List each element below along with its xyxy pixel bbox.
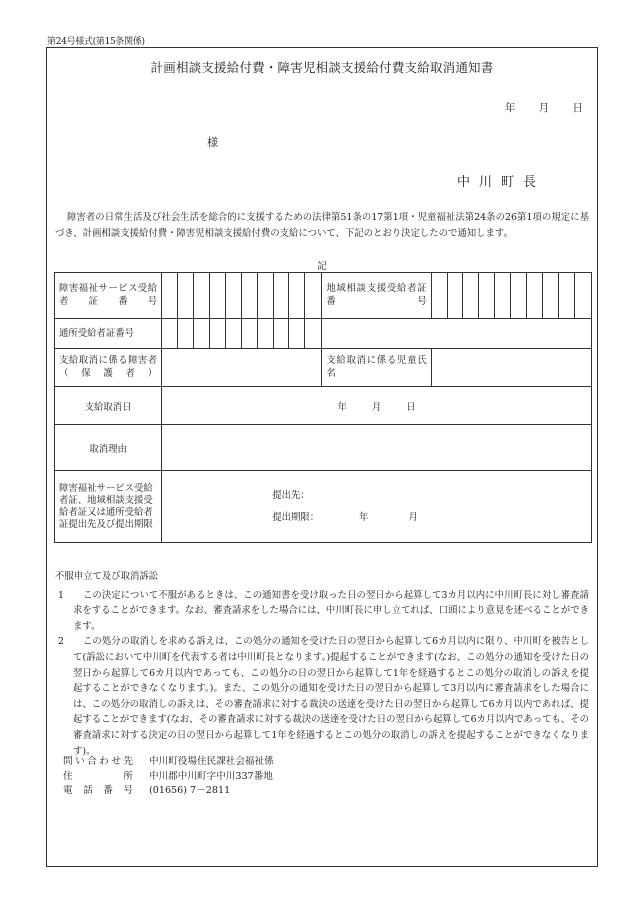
digit-box[interactable]: [305, 319, 322, 349]
submission-field[interactable]: [162, 471, 592, 543]
ki-heading: 記: [317, 261, 327, 272]
digit-box[interactable]: [495, 273, 511, 319]
digit-box[interactable]: [194, 273, 210, 319]
digit-box[interactable]: [289, 273, 305, 319]
digit-box[interactable]: [257, 273, 273, 319]
form-number: 第24号様式(第15条関係): [47, 37, 145, 47]
digit-box[interactable]: [241, 319, 257, 349]
reason-field[interactable]: [162, 425, 592, 471]
digit-box[interactable]: [289, 319, 305, 349]
notice-body: 障害者の日常生活及び社会生活を総合的に支援するための法律第51条の17第1項・児童福祉法第24条の26第1項の規定に基づき、計画相談支援給付費・障害児相談支援給付費の支給について、下記のとおり決定したので通知します。: [55, 212, 589, 239]
appeal-heading: 不服申立て及び取消訴訟: [55, 571, 159, 582]
digit-box[interactable]: [162, 319, 178, 349]
appeal-item-text: この処分の取消しを求める訴えは、この処分の通知を受けた日の翌日から起算して6カ月以内に限り、中川町を被告として(訴訟において中川町を代表する者は中川町長となります。)提起することができます(なお、この処分の通知を受けた日の翌日から起算して6カ月以内であっても、この処分の日の翌日から起算して1年を経過するとこの処分の取消しの訴えを提起することができなくなります。)。また、この処分の通知を受けた日の翌日から起算して3月以内に審査請求をした場合には、この処分の取消しの訴えは、その審査請求に対する裁決の送達を受けた日の翌日から起算して6カ月以内であれば、提起することができます(なお、その審査請求に対する裁決の送達を受けた日の翌日から起算して6カ月以内であっても、その審査請求に対する決定の日の翌日から起算して1年を経過するとこの処分の取消しの訴えを提起することができなくなります)。: [73, 636, 589, 757]
appeal-section: [55, 569, 589, 759]
deadline-month: 月: [408, 511, 418, 523]
document-frame: [46, 47, 598, 867]
digit-box[interactable]: [511, 273, 527, 319]
issuer-name: 中川町長: [456, 175, 545, 190]
child-name-field[interactable]: [431, 349, 591, 387]
digit-box[interactable]: [225, 319, 241, 349]
target-person-field[interactable]: [162, 349, 322, 387]
digit-box[interactable]: [479, 273, 495, 319]
inquiry-label: 問い合わせ先: [63, 756, 133, 767]
appeal-item: [55, 588, 589, 635]
deadline-year: 年: [359, 511, 369, 523]
cancel-date-field[interactable]: 年 月 日: [162, 387, 592, 425]
address-value: 中川郡中川町字中川337番地: [149, 770, 273, 782]
digit-box[interactable]: [209, 273, 225, 319]
digit-box[interactable]: [225, 273, 241, 319]
deadline-label: 提出期限：: [272, 511, 320, 523]
target-person-label: 支給取消に係る障害者（保護者）: [55, 349, 162, 387]
digit-box[interactable]: [558, 273, 574, 319]
cancel-date-label: 支給取消日: [55, 387, 162, 425]
digit-box[interactable]: [178, 273, 194, 319]
digit-box[interactable]: [194, 319, 210, 349]
appeal-item-number: 2: [58, 636, 64, 648]
submit-to-label: 提出先：: [272, 489, 310, 501]
submission-label: 障害福祉サービス受給者証、地域相談支援受給者証又は通所受給者証提出先及び提出期限: [55, 471, 162, 543]
digit-box[interactable]: [162, 273, 178, 319]
digit-box[interactable]: [447, 273, 463, 319]
commute-cert-label: 通所受給者証番号: [55, 319, 162, 349]
digit-box[interactable]: [257, 319, 273, 349]
digit-box[interactable]: [209, 319, 225, 349]
digit-box[interactable]: [273, 273, 289, 319]
issue-date-field[interactable]: 年 月 日: [504, 102, 583, 114]
digit-box[interactable]: [273, 319, 289, 349]
digit-box[interactable]: [431, 273, 447, 319]
digit-box[interactable]: [542, 273, 558, 319]
reason-label: 取消理由: [55, 425, 162, 471]
contact-block: [63, 755, 274, 799]
details-table: [54, 272, 592, 543]
phone-label: 電話番号: [63, 785, 133, 797]
address-label: 住所: [63, 770, 133, 782]
digit-box[interactable]: [527, 273, 543, 319]
appeal-item: [55, 634, 589, 759]
appeal-item-text: この決定について不服があるときは、この通知書を受け取った日の翌日から起算して3カ月以内に中川町長に対し審査請求をすることができます。なお、審査請求をした場合には、中川町長に申し立てれば、口頭により意見を述べることができます。: [73, 589, 589, 632]
digit-box[interactable]: [574, 273, 591, 319]
document-title: 計画相談支援給付費・障害児相談支援給付費支給取消通知書: [150, 60, 494, 75]
inquiry-value: 中川町役場住民課社会福祉係: [149, 756, 274, 767]
commute-cert-blank: [322, 319, 592, 349]
appeal-item-number: 1: [58, 589, 64, 601]
child-name-label: 支給取消に係る児童氏名: [322, 349, 431, 387]
community-cert-label: 地域相談支援受給者証番号: [322, 273, 431, 319]
phone-value: (01656) 7－2811: [149, 785, 231, 797]
digit-box[interactable]: [305, 273, 322, 319]
digit-box[interactable]: [178, 319, 194, 349]
digit-box[interactable]: [463, 273, 479, 319]
digit-box[interactable]: [241, 273, 257, 319]
recipient-suffix: 様: [207, 136, 218, 149]
disability-cert-label: 障害福祉サービス受給者証番号: [55, 273, 162, 319]
